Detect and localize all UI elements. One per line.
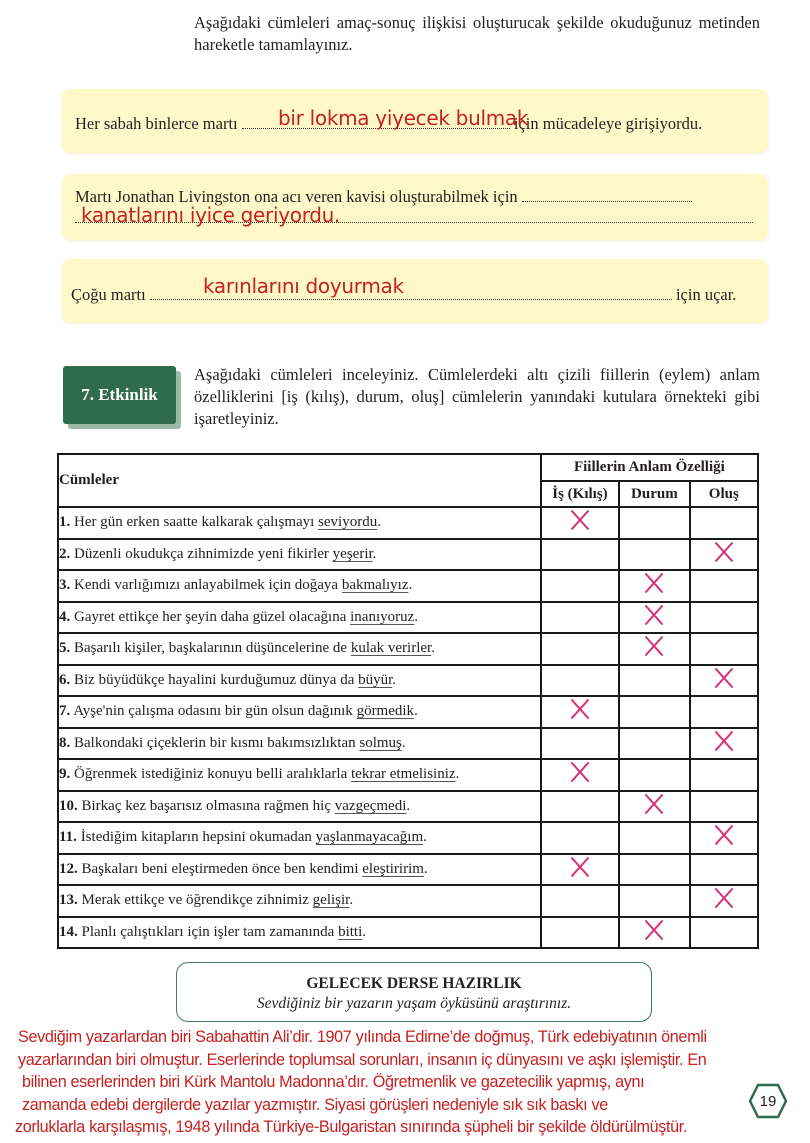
underlined-verb: gelişir bbox=[312, 892, 350, 909]
checkbox-cell-durum[interactable] bbox=[619, 507, 689, 539]
table-row bbox=[58, 854, 758, 886]
table-row bbox=[58, 791, 758, 823]
sentence-text: İstediğim kitapların hepsini okumadan bbox=[80, 829, 316, 846]
fill-item-3-before: Çoğu martı bbox=[71, 285, 146, 304]
checkbox-cell-durum[interactable] bbox=[619, 759, 689, 791]
table-row bbox=[58, 885, 758, 917]
sentence-number: 14. bbox=[59, 923, 78, 940]
checkbox-cell-is[interactable] bbox=[541, 665, 619, 697]
underlined-verb: seviyordu bbox=[318, 514, 378, 531]
checkbox-cell-is[interactable] bbox=[541, 728, 619, 760]
sentence-text: Düzenli okudukça zihnimizde yeni fikirler bbox=[74, 545, 333, 562]
page-number-badge bbox=[748, 1083, 788, 1119]
verb-meaning-table bbox=[57, 453, 759, 949]
table-row bbox=[58, 696, 758, 728]
preparation-task: Sevdiğiniz bir yazarın yaşam öyküsünü araştırınız. bbox=[256, 995, 572, 1012]
underlined-verb: büyür bbox=[358, 671, 393, 688]
preparation-title: GELECEK DERSE HAZIRLIK bbox=[306, 975, 522, 992]
checkbox-cell-durum[interactable] bbox=[619, 696, 689, 728]
sentence-number: 8. bbox=[59, 734, 71, 751]
table-row bbox=[58, 633, 758, 665]
checkbox-cell-is[interactable] bbox=[541, 885, 619, 917]
checkbox-cell-durum[interactable] bbox=[619, 917, 689, 949]
underlined-verb: vazgeçmedi bbox=[334, 797, 407, 814]
checkbox-cell-olus[interactable] bbox=[690, 759, 758, 791]
activity-badge: 7. Etkinlik bbox=[63, 366, 176, 424]
sentence-text: Başarılı kişiler, başkalarının düşüncelerine de bbox=[74, 640, 351, 657]
checkbox-cell-is[interactable] bbox=[541, 822, 619, 854]
sentence-number: 6. bbox=[59, 671, 71, 688]
x-mark-icon bbox=[713, 730, 735, 752]
sentence-cell bbox=[58, 570, 541, 602]
checkbox-cell-is[interactable] bbox=[541, 854, 619, 886]
sentence-text: Biz büyüdükçe hayalini kurduğumuz dünya da bbox=[74, 671, 359, 688]
sentence-cell bbox=[58, 507, 541, 539]
x-mark-icon bbox=[713, 541, 735, 563]
sentence-number: 13. bbox=[59, 892, 78, 909]
checkbox-cell-olus[interactable] bbox=[690, 539, 758, 571]
checkbox-cell-durum[interactable] bbox=[619, 633, 689, 665]
sentence-number: 12. bbox=[59, 860, 78, 877]
underlined-verb: kulak verirler bbox=[350, 640, 432, 657]
sentence-number: 2. bbox=[59, 545, 71, 562]
sentence-cell bbox=[58, 791, 541, 823]
fill-item-1-answer[interactable]: bir lokma yiyecek bulmak bbox=[278, 106, 529, 130]
checkbox-cell-olus[interactable] bbox=[690, 633, 758, 665]
x-mark-icon bbox=[643, 635, 665, 657]
checkbox-cell-olus[interactable] bbox=[690, 822, 758, 854]
checkbox-cell-is[interactable] bbox=[541, 602, 619, 634]
table-row bbox=[58, 570, 758, 602]
checkbox-cell-is[interactable] bbox=[541, 507, 619, 539]
table-row bbox=[58, 822, 758, 854]
fill-item-1 bbox=[62, 89, 768, 153]
checkbox-cell-is[interactable] bbox=[541, 791, 619, 823]
sentence-cell bbox=[58, 602, 541, 634]
x-mark-icon bbox=[643, 572, 665, 594]
sentence-text: Balkondaki çiçeklerin bir kısmı bakımsızlıktan bbox=[74, 734, 360, 751]
checkbox-cell-olus[interactable] bbox=[690, 665, 758, 697]
checkbox-cell-durum[interactable] bbox=[619, 791, 689, 823]
sentence-end: . bbox=[431, 640, 435, 657]
column-group-header: Fiillerin Anlam Özelliği bbox=[541, 454, 758, 481]
checkbox-cell-olus[interactable] bbox=[690, 885, 758, 917]
x-mark-icon bbox=[713, 824, 735, 846]
fill-item-2-blank-a[interactable] bbox=[522, 201, 692, 202]
sentence-text: Başkaları beni eleştirmeden önce ben kendimi bbox=[81, 860, 363, 877]
x-mark-icon bbox=[569, 856, 591, 878]
sentence-number: 10. bbox=[59, 797, 78, 814]
checkbox-cell-olus[interactable] bbox=[690, 602, 758, 634]
sentence-end: . bbox=[414, 703, 418, 720]
table-row bbox=[58, 728, 758, 760]
checkbox-cell-durum[interactable] bbox=[619, 885, 689, 917]
underlined-verb: bakmalıyız bbox=[341, 577, 409, 594]
fill-item-2-before: Martı Jonathan Livingston ona acı veren kavisi oluşturabilmek için bbox=[75, 187, 518, 206]
underlined-verb: görmedik bbox=[356, 703, 415, 720]
sentence-text: Öğrenmek istediğiniz konuyu belli aralıklarla bbox=[74, 766, 352, 783]
activity-instruction: Aşağıdaki cümleleri inceleyiniz. Cümlelerdeki altı çizili fiillerin (eylem) anlam özelliklerini [iş (kılış), durum, oluş] cümlelerin yanındaki kutulara örnekteki gibi işaretleyiniz. bbox=[194, 365, 760, 428]
x-mark-icon bbox=[569, 698, 591, 720]
checkbox-cell-is[interactable] bbox=[541, 696, 619, 728]
underlined-verb: solmuş bbox=[359, 734, 402, 751]
fill-item-3-answer[interactable]: karınlarını doyurmak bbox=[203, 274, 404, 298]
sentence-cell bbox=[58, 728, 541, 760]
sentence-cell bbox=[58, 885, 541, 917]
fill-item-2-answer[interactable]: kanatlarını iyice geriyordu. bbox=[81, 203, 341, 227]
sentence-end: . bbox=[408, 577, 413, 594]
table-row bbox=[58, 917, 758, 949]
checkbox-cell-is[interactable] bbox=[541, 570, 619, 602]
sentence-cell bbox=[58, 696, 541, 728]
fill-item-3 bbox=[62, 259, 768, 323]
checkbox-cell-olus[interactable] bbox=[690, 507, 758, 539]
x-mark-icon bbox=[569, 761, 591, 783]
x-mark-icon bbox=[643, 604, 665, 626]
essay-line-2: yazarlarından biri olmuştur. Eserlerinde toplumsal sorunları, insanın iç dünyasını ve aşkı işlemiştir. En bbox=[18, 1050, 707, 1069]
essay-line-1: Sevdiğim yazarlardan biri Sabahattin Ali’dir. 1907 yılında Edirne’de doğmuş, Türk edebiyatının önemli bbox=[18, 1028, 707, 1046]
fill-item-3-after: için uçar. bbox=[675, 285, 737, 304]
sentence-number: 9. bbox=[59, 766, 71, 783]
sentence-text: Kendi varlığımızı anlayabilmek için doğaya bbox=[74, 577, 342, 594]
sentence-end: . bbox=[392, 671, 397, 688]
underlined-verb: tekrar etmelisiniz bbox=[351, 766, 456, 783]
fill-item-1-before: Her sabah binlerce martı bbox=[75, 114, 238, 133]
next-lesson-preparation-box bbox=[176, 962, 652, 1022]
checkbox-cell-olus[interactable] bbox=[690, 791, 758, 823]
checkbox-cell-olus[interactable] bbox=[690, 570, 758, 602]
x-mark-icon bbox=[713, 887, 735, 909]
sentence-text: Ayşe'nin çalışma odasını bir gün olsun dağınık bbox=[73, 703, 357, 720]
sentence-number: 11. bbox=[59, 829, 77, 846]
x-mark-icon bbox=[713, 667, 735, 689]
sentence-number: 1. bbox=[59, 514, 71, 531]
table-row bbox=[58, 539, 758, 571]
x-mark-icon bbox=[569, 509, 591, 531]
sentence-end: . bbox=[349, 892, 354, 909]
fill-in-instruction: Aşağıdaki cümleleri amaç-sonuç ilişkisi oluşturucak şekilde okuduğunuz metinden hareketle tamamlayınız. bbox=[194, 13, 760, 54]
essay-line-4: zamanda edebi dergilerde yazılar yazmıştır. Siyasi görüşleri nedeniyle sık sık baskı ve bbox=[22, 1095, 608, 1114]
checkbox-cell-is[interactable] bbox=[541, 633, 619, 665]
sentence-end: . bbox=[377, 514, 381, 531]
sentence-cell bbox=[58, 665, 541, 697]
essay-line-5: zorluklarla karşılaşmış, 1948 yılında Türkiye-Bulgaristan sınırında şüpheli bir şekilde öldürülmüştür. bbox=[15, 1118, 688, 1136]
fill-item-2 bbox=[62, 174, 768, 240]
sentence-cell bbox=[58, 539, 541, 571]
underlined-verb: yaşlanmayacağım bbox=[315, 829, 424, 846]
column-header-durum: Durum bbox=[619, 481, 689, 507]
underlined-verb: eleştiririm bbox=[362, 860, 424, 877]
checkbox-cell-durum[interactable] bbox=[619, 728, 689, 760]
x-mark-icon bbox=[643, 793, 665, 815]
x-mark-icon bbox=[643, 919, 665, 941]
column-header-sentences: Cümleler bbox=[58, 454, 541, 507]
checkbox-cell-durum[interactable] bbox=[619, 539, 689, 571]
sentence-number: 4. bbox=[59, 608, 71, 625]
sentence-end: . bbox=[423, 860, 428, 877]
checkbox-cell-olus[interactable] bbox=[690, 728, 758, 760]
checkbox-cell-olus[interactable] bbox=[690, 696, 758, 728]
page-number: 19 bbox=[759, 1092, 777, 1110]
sentence-end: . bbox=[362, 923, 367, 940]
table-row bbox=[58, 507, 758, 539]
sentence-number: 7. bbox=[59, 703, 71, 720]
sentence-end: . bbox=[455, 766, 460, 783]
sentence-number: 5. bbox=[59, 640, 71, 657]
sentence-cell bbox=[58, 759, 541, 791]
fill-item-3-blank[interactable] bbox=[150, 299, 672, 300]
sentence-number: 3. bbox=[59, 577, 71, 594]
table-row bbox=[58, 665, 758, 697]
checkbox-cell-durum[interactable] bbox=[619, 570, 689, 602]
table-row bbox=[58, 602, 758, 634]
sentence-cell bbox=[58, 917, 541, 949]
column-header-is: İş (Kılış) bbox=[541, 481, 619, 507]
sentence-text: Birkaç kez başarısız olmasına rağmen hiç bbox=[81, 797, 335, 814]
checkbox-cell-durum[interactable] bbox=[619, 854, 689, 886]
checkbox-cell-durum[interactable] bbox=[619, 602, 689, 634]
sentence-text: Gayret ettikçe her şeyin daha güzel olacağına bbox=[74, 608, 351, 625]
checkbox-cell-olus[interactable] bbox=[690, 917, 758, 949]
checkbox-cell-is[interactable] bbox=[541, 539, 619, 571]
checkbox-cell-durum[interactable] bbox=[619, 665, 689, 697]
checkbox-cell-is[interactable] bbox=[541, 917, 619, 949]
sentence-end: . bbox=[406, 797, 411, 814]
sentence-cell bbox=[58, 822, 541, 854]
table-row bbox=[58, 759, 758, 791]
checkbox-cell-durum[interactable] bbox=[619, 822, 689, 854]
fill-item-1-after: için mücadeleye girişiyordu. bbox=[513, 114, 703, 133]
sentence-text: Her gün erken saatte kalkarak çalışmayı bbox=[74, 514, 319, 531]
sentence-end: . bbox=[401, 734, 406, 751]
sentence-end: . bbox=[414, 608, 419, 625]
sentence-end: . bbox=[372, 545, 377, 562]
checkbox-cell-olus[interactable] bbox=[690, 854, 758, 886]
checkbox-cell-is[interactable] bbox=[541, 759, 619, 791]
underlined-verb: inanıyoruz bbox=[350, 608, 415, 625]
essay-line-3: bilinen eserlerinden biri Kürk Mantolu Madonna’dır. Öğretmenlik ve gazetecilik yapmış, aynı bbox=[22, 1073, 645, 1091]
sentence-cell bbox=[58, 633, 541, 665]
sentence-cell bbox=[58, 854, 541, 886]
column-header-olus: Oluş bbox=[690, 481, 758, 507]
underlined-verb: bitti bbox=[338, 923, 363, 940]
sentence-end: . bbox=[423, 829, 427, 846]
underlined-verb: yeşerir bbox=[332, 545, 373, 562]
sentence-text: Planlı çalıştıkları için işler tam zamanında bbox=[81, 923, 339, 940]
sentence-text: Merak ettikçe ve öğrendikçe zihnimiz bbox=[81, 892, 313, 909]
